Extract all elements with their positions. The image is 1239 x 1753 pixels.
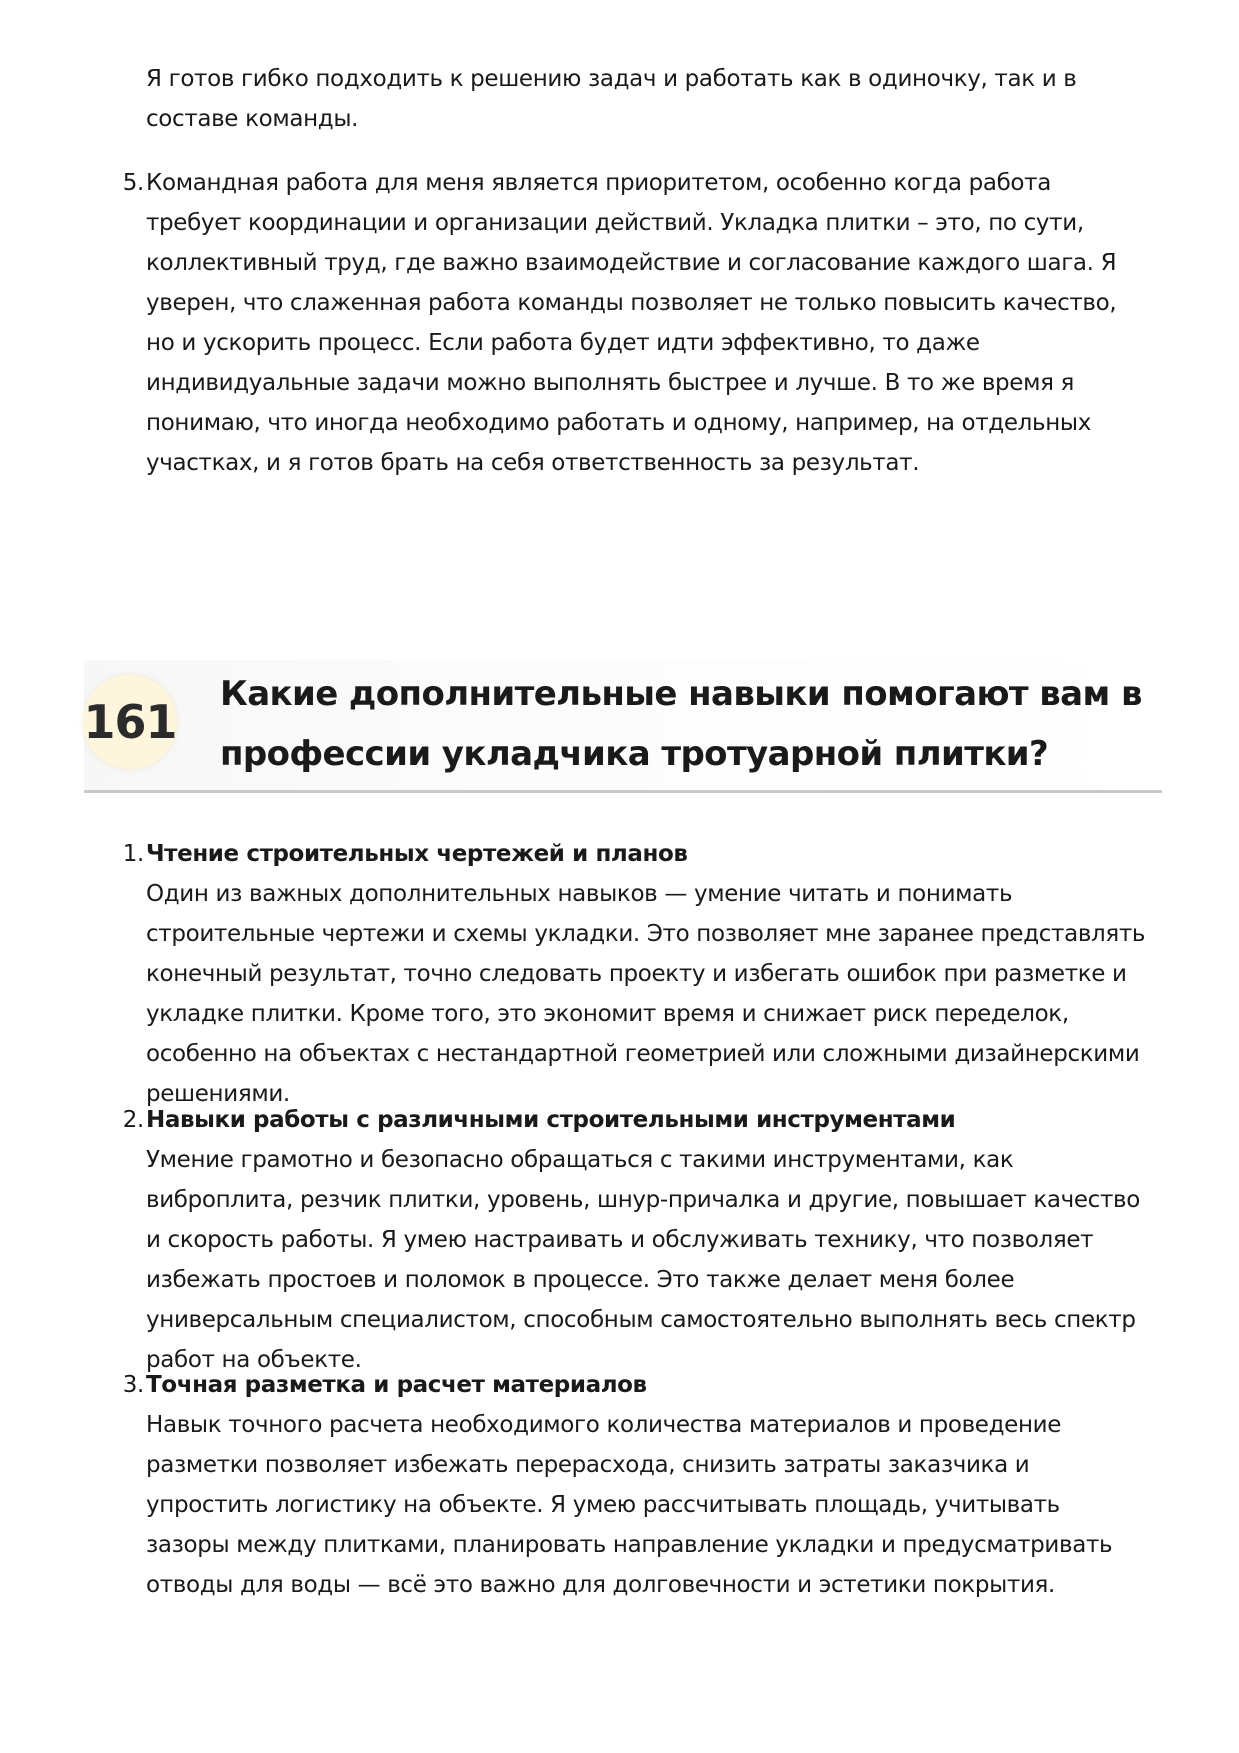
intro-continuation: Я готов гибко подходить к решению задач и работать как в одиночку, так и в составе команды. [146,66,1077,132]
list-item [122,834,1146,1114]
list-item-number: 2. [122,1107,144,1133]
section-title: Какие дополнительные навыки помогают вам в профессии укладчика тротуарной плитки? [220,674,1142,774]
list-item-number: 1. [122,841,144,867]
list-item-title: Точная разметка и расчет материалов [146,1372,647,1398]
previous-list-item [122,163,1146,483]
question-number: 161 [83,695,177,749]
list-item [122,1100,1146,1380]
list-item-body: Навык точного расчета необходимого количества материалов и проведение разметки позволяет избежать перерасхода, снизить затраты заказчика и упростить логистику на объекте. Я умею рассчитывать площадь, учитывать зазоры между плитками, планировать направление укладки и предусматривать отводы для воды — всё это важно для долговечности и эстетики покрытия. [146,1412,1113,1598]
question-number-badge [83,675,177,769]
list-item-body: Один из важных дополнительных навыков — умение читать и понимать строительные чертежи и схемы укладки. Это позволяет мне заранее представлять конечный результат, точно следовать проекту и избегать ошибок при разметке и укладке плитки. Кроме того, это экономит время и снижает риск переделок, особенно на объектах с нестандартной геометрией или сложными дизайнерскими решениями. [146,881,1146,1107]
list-item-body: Умение грамотно и безопасно обращаться с такими инструментами, как виброплита, резчик плитки, уровень, шнур-причалка и другие, повышает качество и скорость работы. Я умею настраивать и обслуживать технику, что позволяет избежать простоев и поломок в процессе. Это также делает меня более универсальным специалистом, способным самостоятельно выполнять весь спектр работ на объекте. [146,1147,1140,1373]
list-item-text: Командная работа для меня является приоритетом, особенно когда работа требует координации и организации действий. Укладка плитки – это, по сути, коллективный труд, где важно взаимодействие и согласование каждого шага. Я уверен, что слаженная работа команды позволяет не только повысить качество, но и ускорить процесс. Если работа будет идти эффективно, то даже индивидуальные задачи можно выполнять быстрее и лучше. В то же время я понимаю, что иногда необходимо работать и одному, например, на отдельных участках, и я готов брать на себя ответственность за результат. [146,170,1117,476]
list-item-title: Чтение строительных чертежей и планов [146,841,688,867]
list-item-number: 3. [122,1372,144,1398]
list-item [122,1365,1146,1605]
list-item-title: Навыки работы с различными строительными инструментами [146,1107,956,1133]
list-item-number: 5. [122,170,144,196]
